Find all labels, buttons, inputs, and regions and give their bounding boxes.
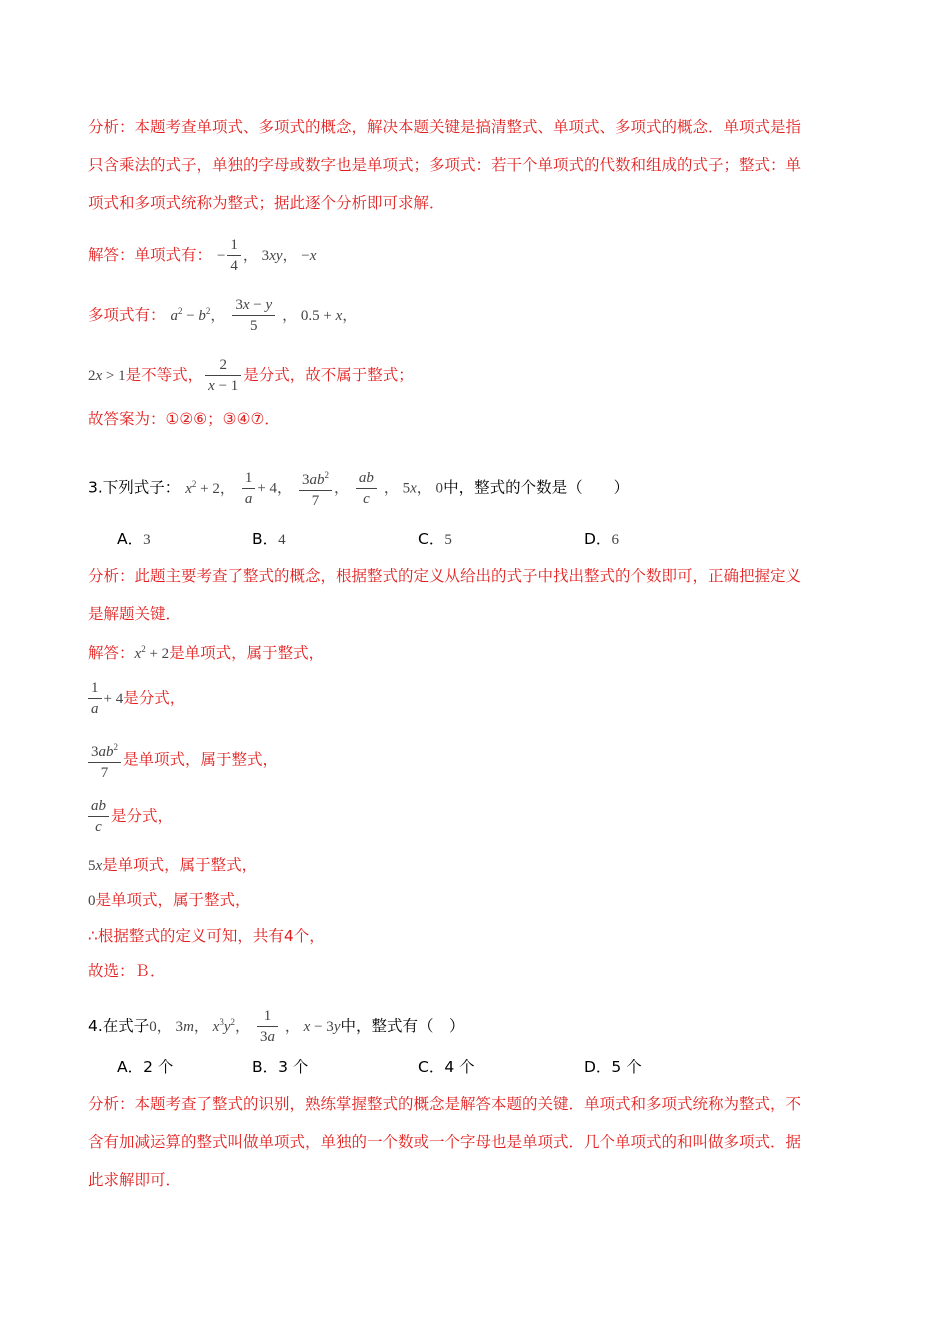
q2-monomials-line (88, 236, 316, 275)
option-label: B． (252, 530, 279, 548)
q3-answer-line-1 (88, 639, 324, 664)
fraction: $\frac{3ab^2}{7}$ (88, 738, 121, 782)
q2-others-line (88, 356, 414, 395)
fraction: $\frac{1}{a}$ (88, 679, 102, 718)
q3-choice: 故选：Ｂ． (88, 962, 166, 980)
q4-stem-suffix: 中，整式有（ ） (340, 1017, 465, 1035)
math-expression: − (216, 248, 226, 264)
q3-analysis-line-1: 分析：此题主要考查了整式的概念，根据整式的定义从给出的式子中找出整式的个数即可，正确把握定义 (88, 567, 802, 585)
q4-option-a[interactable]: A．2 个 (117, 1058, 174, 1076)
math-expression: 2x > 1 (88, 368, 126, 384)
option-value: 4 (278, 532, 286, 548)
fraction: $\frac{3x - y}{5}$ (232, 296, 275, 335)
q2-analysis-line-1: 分析：本题考查单项式、多项式的概念，解决本题关键是搞清整式、单项式、多项式的概念．单项式是指 (88, 118, 802, 136)
math-expression: ， 5x， 0 (383, 480, 444, 497)
q2-others-text-2: 是分式，故不属于整式； (243, 366, 414, 384)
q3-option-a[interactable] (117, 529, 151, 550)
fraction: $\frac{1}{a}$ (242, 469, 256, 508)
option-label: A． (117, 530, 144, 548)
q4-analysis-line-2: 含有加减运算的整式叫做单项式，单独的一个数或一个字母也是单项式．几个单项式的和叫做多项式．据 (88, 1133, 802, 1151)
q3-option-c[interactable] (418, 529, 452, 550)
answer-text: 是分式， (123, 689, 186, 707)
q4-stem (88, 1007, 465, 1046)
fraction: $\frac{1}{4}$ (227, 236, 241, 275)
answer-text: 是单项式，属于整式， (102, 856, 258, 874)
option-value: 6 (611, 532, 619, 548)
math-expression: $a^2 - b^2$， (170, 306, 226, 324)
math-expression: $x^2 + 2$ (134, 644, 170, 662)
math-expression: ， (333, 480, 349, 497)
q3-answer-label: 解答： (88, 644, 135, 662)
q2-analysis-line-2: 只含乘法的式子，单独的字母或数字也是单项式；多项式：若干个单项式的代数和组成的式子；整式：单 (88, 156, 802, 174)
q2-polynomials-label: 多项式有： (88, 306, 166, 324)
q4-analysis-line-1: 分析：本题考查了整式的识别，熟练掌握整式的概念是解答本题的关键．单项式和多项式统称为整式，不 (88, 1095, 802, 1113)
q3-analysis-line-2: 是解题关键． (88, 605, 182, 623)
q3-answer-line-5 (88, 855, 257, 876)
math-expression: + 4， (257, 480, 293, 497)
q3-stem-prefix: 3.下列式子： (88, 478, 181, 497)
q3-option-d[interactable] (584, 529, 619, 550)
q3-answer-line-2 (88, 679, 185, 718)
q2-analysis-line-3: 项式和多项式统称为整式；据此逐个分析即可求解． (88, 194, 445, 212)
fraction: $\frac{2}{x - 1}$ (205, 356, 241, 395)
answer-text: 是分式， (111, 807, 174, 825)
math-expression: ， 3xy， −x (242, 248, 317, 264)
q3-answer-line-3 (88, 738, 278, 782)
q4-stem-prefix: 4.在式子 (88, 1017, 150, 1035)
option-label: D． (584, 530, 612, 548)
q3-stem-suffix: 中，整式的个数是（ ） (443, 478, 630, 497)
q4-analysis-line-3: 此求解即可． (88, 1171, 182, 1189)
answer-text: 是单项式，属于整式， (95, 891, 251, 909)
math-expression: + 4 (103, 691, 124, 707)
fraction: $\frac{1}{3a}$ (257, 1007, 278, 1046)
math-expression: ， 0.5 + x， (282, 308, 358, 324)
q2-monomials-label: 解答：单项式有： (88, 246, 213, 264)
fraction: $\frac{ab}{c}$ (88, 797, 109, 836)
q3-option-b[interactable] (252, 529, 286, 550)
math-expression: $x^2 + 2$， (185, 478, 235, 497)
q4-option-d[interactable]: D．5 个 (584, 1058, 642, 1076)
fraction: $\frac{3ab^2}{7}$ (299, 466, 332, 510)
math-expression: 0， 3m， $x^3y^2$， (149, 1017, 251, 1035)
option-value: 5 (444, 532, 452, 548)
fraction: $\frac{ab}{c}$ (356, 469, 377, 508)
q2-final-answer: 故答案为：①②⑥；③④⑦． (88, 410, 280, 428)
q2-others-text-1: 是不等式， (125, 366, 204, 384)
q2-polynomials-line (88, 296, 357, 335)
math-expression: 5x (88, 858, 103, 874)
math-expression: 0 (88, 893, 96, 909)
math-expression: ， x − 3y (284, 1019, 341, 1035)
q3-conclusion: ∴根据整式的定义可知，共有4个， (88, 927, 325, 945)
q3-stem (88, 466, 629, 510)
option-value: 3 (143, 532, 151, 548)
answer-text: 是单项式，属于整式， (123, 750, 279, 769)
answer-text: 是单项式，属于整式， (169, 644, 325, 662)
q3-answer-line-6 (88, 890, 251, 911)
option-label: C． (418, 530, 445, 548)
q4-option-c[interactable]: C．4 个 (418, 1058, 475, 1076)
q3-answer-line-4 (88, 797, 173, 836)
q4-option-b[interactable]: B．3 个 (252, 1058, 309, 1076)
